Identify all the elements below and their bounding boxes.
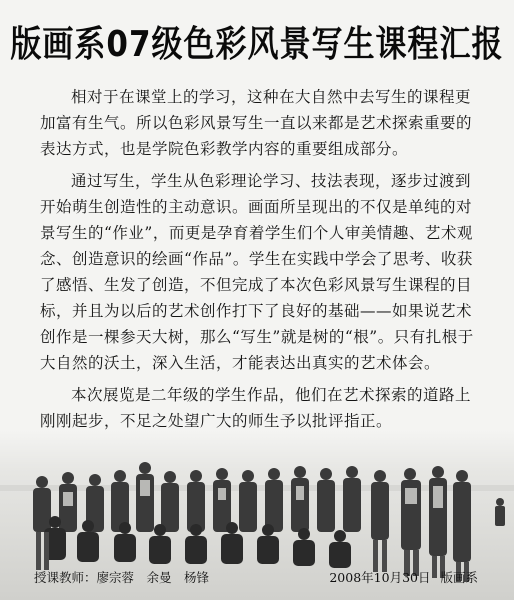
- teachers-names: 廖宗蓉 余曼 杨锋: [96, 570, 210, 585]
- paragraph-2: 通过写生，学生从色彩理论学习、技法表现，逐步过渡到开始萌生创造性的主动意识。画面所呈现出的不仅是单纯的对景写生的“作业”，而更是孕育着学生们个人审美情趣、艺术观念、创造意识的绘画“作品”。学生在实践中学会了思考、收获了感悟、生发了创造，不但完成了本次色彩风景写生课程的目标，并且为以后的艺术创作打下了良好的基础——如果说艺术创作是一棵参天大树，那么“写生”就是树的“根”。只有扎根于大自然的沃土，深入生活，才能表达出真实的艺术体会。: [40, 172, 474, 372]
- date-department: [329, 568, 478, 586]
- footer: [0, 568, 514, 588]
- report-date: 2008年10月30日: [329, 570, 431, 585]
- report-body: [40, 84, 480, 440]
- page-title: 版画系07级色彩风景写生课程汇报: [10, 23, 504, 66]
- department-name: 版画系: [440, 570, 478, 585]
- paragraph-1: 相对于在课堂上的学习，这种在大自然中去写生的课程更加富有生气。所以色彩风景写生一直以来都是艺术探索重要的表达方式，也是学院色彩教学内容的重要组成部分。: [40, 88, 473, 158]
- teachers-label: 授课教师：: [34, 570, 97, 585]
- paragraph-3: 本次展览是二年级的学生作品，他们在艺术探索的道路上刚刚起步，不足之处望广大的师生予以批评指正。: [40, 386, 472, 430]
- teachers-credit: [34, 568, 209, 586]
